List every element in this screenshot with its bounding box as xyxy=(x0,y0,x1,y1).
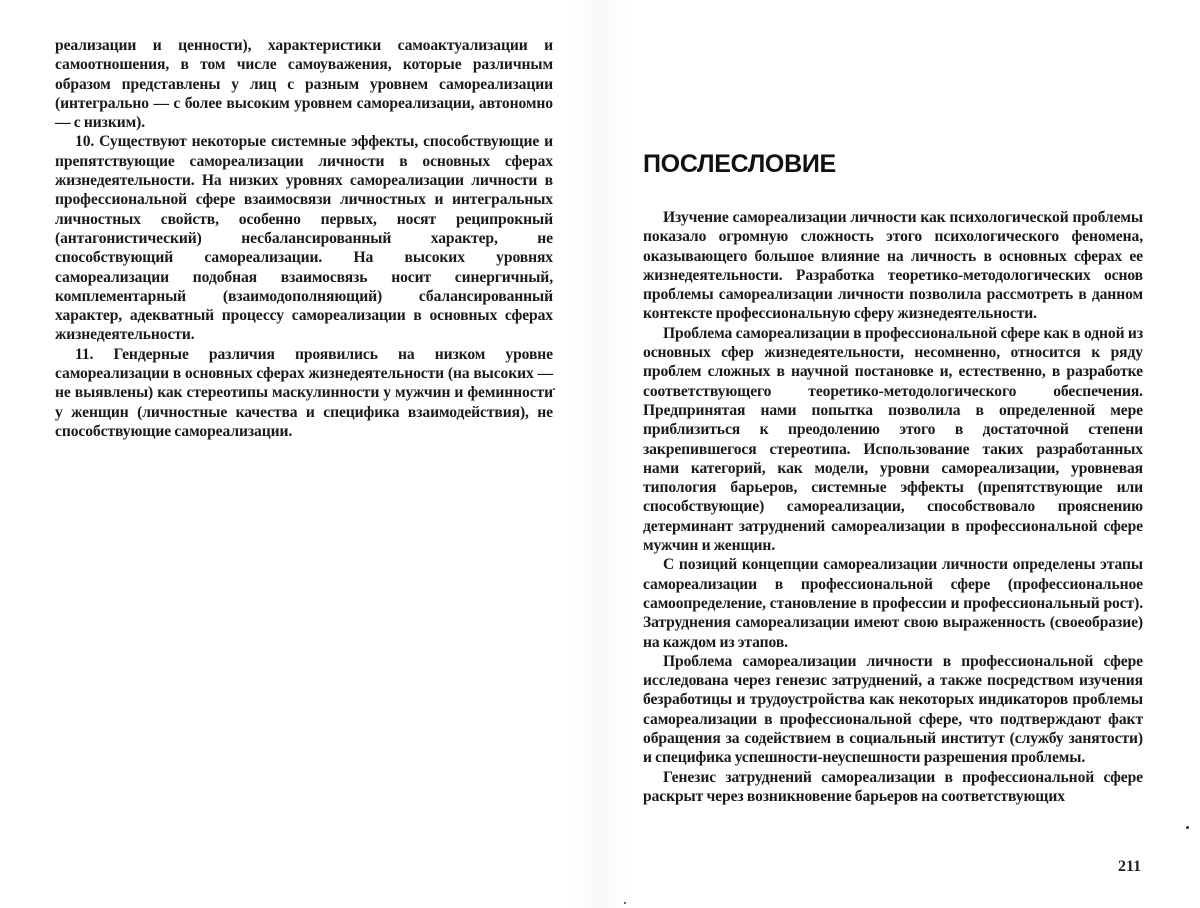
left-paragraph-3: 11. Гендерные различия проявились на низком уровне самореализации в основных сферах жизнедеятельности (на высоких — не выявлены) как стереотипы маскулинности у мужчин и феминности у женщин (личностные качества и специфика взаимодействия), не способствующие самореализации. xyxy=(55,345,553,440)
scan-speck xyxy=(1186,826,1189,829)
scan-speck xyxy=(553,388,555,390)
right-page xyxy=(600,0,1200,908)
right-paragraph-2: Проблема самореализации в профессиональной сфере как в одной из основных сфер жизнедеятельности, несомненно, относится к ряду проблем сложных в научной постановке и, естественно, в разработке соответствующего теоретико-методологического обеспечения. Предпринятая нами попытка позволила в определенной мере приблизиться к преодолению этого в достаточной степени закрепившегося стереотипа. Использование таких разработанных нами категорий, как модели, уровни самореализации, уровневая типология барьеров, системные эффекты (препятствующие или способствующие) самореализации, способствовало прояснению детерминант затруднений самореализации в профессиональной сфере мужчин и женщин. xyxy=(643,324,1143,555)
left-paragraph-2: 10. Существуют некоторые системные эффекты, способствующие и препятствующие самореализации личности в основных сферах жизнедеятельности. На низких уровнях самореализации личности в профессиональной сфере взаимосвязи личностных и интегральных личностных свойств, особенно первых, носят реципрокный (антагонистический) несбалансированный характер, не способствующий самореализации. На высоких уровнях самореализации подобная взаимосвязь носит синергичный, комплементарный (взаимодополняющий) сбалансированный характер, адекватный процессу самореализации в основных сферах жизнедеятельности. xyxy=(55,133,553,344)
right-paragraph-5: Генезис затруднений самореализации в профессиональной сфере раскрыт через возникновение барьеров на соответствующих xyxy=(643,768,1143,805)
right-paragraph-1: Изучение самореализации личности как психологической проблемы показало огромную сложность этого психологического феномена, оказывающего большое влияние на личность в основных сферах ее жизнедеятельности. Разработка теоретико-методологических основ проблемы самореализации личности позволила рассмотреть в данном контексте профессиональную сферу жизнедеятельности. xyxy=(643,209,1143,323)
page-number: 211 xyxy=(1118,858,1142,875)
right-page-text-column xyxy=(643,208,1143,806)
right-paragraph-3: С позиций концепции самореализации личности определены этапы самореализации в профессиональной сфере (профессиональное самоопределение, становление в профессии и профессиональный рост). Затруднения самореализации имеют свою выраженность (своеобразие) на каждом из этапов. xyxy=(643,556,1143,651)
right-paragraph-4: Проблема самореализации личности в профессиональной сфере исследована через генезис затруднений, а также посредством изучения безработицы и трудоустройства как некоторых индикаторов проблемы самореализации в профессиональной сфере, что подтверждают факт обращения за содействием в социальный институт (службу занятости) и специфика успешности-неуспешности разрешения проблемы. xyxy=(643,652,1143,767)
left-page-text-column xyxy=(55,36,553,441)
left-paragraph-1: реализации и ценности), характеристики самоактуализации и самоотношения, в том числе самоуважения, которые различным образом представлены у лиц с разным уровнем самореализации (интегрально — с более высоким уровнем самореализации, автономно — с низким). xyxy=(55,37,553,132)
scan-speck xyxy=(624,902,626,904)
section-heading: ПОСЛЕСЛОВИЕ xyxy=(643,150,836,178)
